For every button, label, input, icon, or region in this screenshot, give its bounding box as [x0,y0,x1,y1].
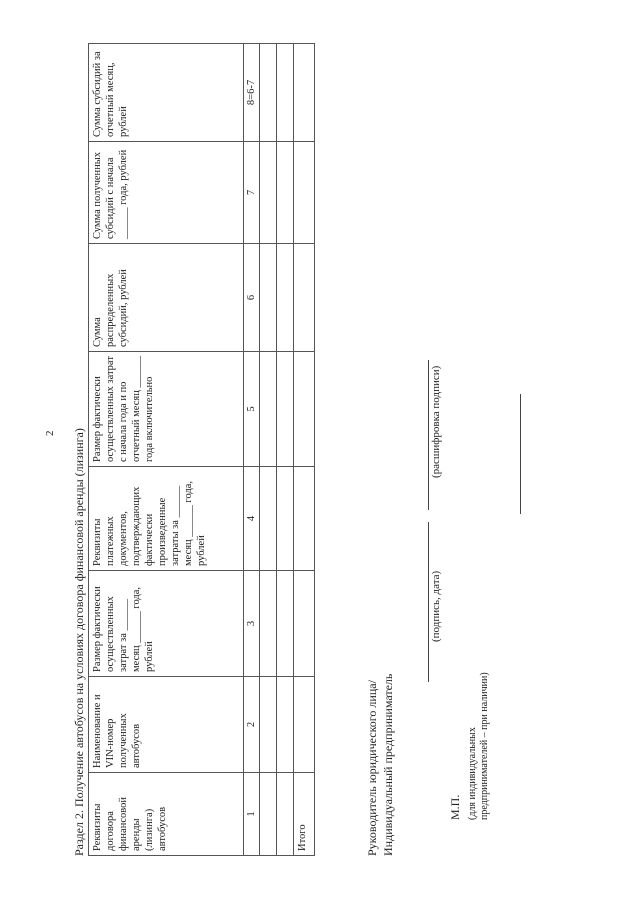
table-cell [260,244,277,352]
stamp-note-line2: предпринимателей – при наличии) [479,672,490,820]
column-number: 8=6-7 [244,44,260,142]
column-number: 3 [244,571,260,677]
header-cell: Сумма полученных субсидий с начала ______ года, рублей [89,142,244,244]
table-cell [294,677,315,773]
column-number: 2 [244,677,260,773]
header-cell: Размер фактически осуществленных затрат с начала года и по отчетный месяц ______ года включительно [89,352,244,467]
table-cell [277,571,294,677]
header-cell: Реквизиты договора финансовой аренды (лизинга) автобусов [89,773,244,856]
section-title: Раздел 2. Получение автобусов на условиях договора финансовой аренды (лизинга) [72,428,86,856]
page-number: 2 [44,430,56,436]
signatory-title [364,674,396,856]
table-header-row [89,44,244,856]
column-number: 1 [244,773,260,856]
signature-date-line [428,522,429,682]
table-row [277,44,294,856]
column-number: 6 [244,244,260,352]
table-row [260,44,277,856]
table-cell [260,677,277,773]
table-cell [294,467,315,571]
column-number: 7 [244,142,260,244]
signatory-title-line2: Индивидуальный предприниматель [381,673,395,856]
column-number: 5 [244,352,260,467]
column-number: 4 [244,467,260,571]
header-cell: Реквизиты платежных документов, подтверждающих фактически произведенные затраты за ______ месяц ______ года, рублей [89,467,244,571]
total-row [294,44,315,856]
table-cell [277,773,294,856]
table-cell [277,352,294,467]
signature-decryption-caption: (расшифровка подписи) [430,365,442,478]
table-cell [294,571,315,677]
table-cell [260,571,277,677]
table-cell [260,44,277,142]
table-cell [294,142,315,244]
signature-decryption-line [428,360,429,510]
table-cell [260,773,277,856]
stamp-note-line1: (для индивидуальных [467,727,478,820]
signatory-title-line1: Руководитель юридического лица/ [365,680,379,856]
blank-underline [520,394,521,514]
table-cell [294,352,315,467]
stamp-note [467,672,491,820]
header-cell: Размер фактически осуществленных затрат за ______ месяц ______ года, рублей [89,571,244,677]
header-cell: Наименование и VIN-номер полученных автобусов [89,677,244,773]
table-cell [260,352,277,467]
leasing-table [88,43,315,856]
table-cell [294,244,315,352]
table-cell [260,142,277,244]
table-cell [277,244,294,352]
table-cell [277,44,294,142]
total-label: Итого [294,773,315,856]
header-cell: Сумма распределенных субсидий, рублей [89,244,244,352]
table-cell [294,44,315,142]
table-cell [277,467,294,571]
table-cell [260,467,277,571]
rotated-page-content [20,40,620,870]
header-cell: Сумма субсидий за отчетный месяц, рублей [89,44,244,142]
table-cell [277,142,294,244]
stamp-place-label: М.П. [448,794,462,820]
table-cell [277,677,294,773]
signature-date-caption: (подпись, дата) [430,570,442,642]
column-number-row [244,44,260,856]
